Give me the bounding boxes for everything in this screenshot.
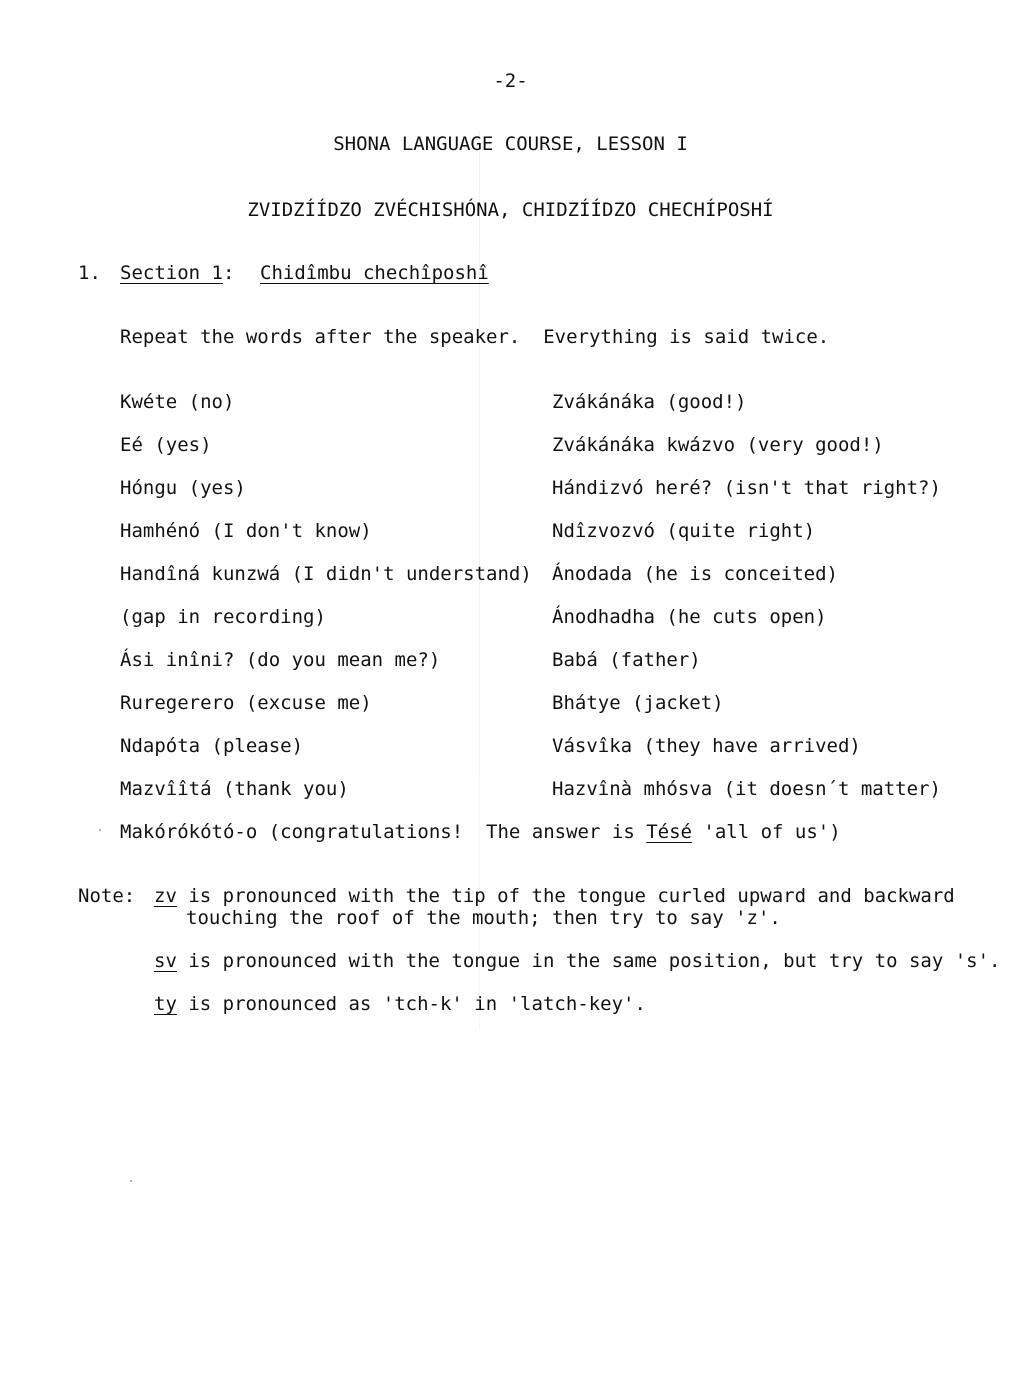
section-name: Chidîmbu chechîposhî [260, 262, 489, 284]
paper-speck [99, 829, 101, 831]
note-item-ty [154, 993, 646, 1015]
note-label: Note: [78, 885, 136, 907]
vocab-item: Kwéte (no) [120, 391, 235, 413]
paper-speck [130, 1180, 132, 1182]
vocab-item: Ánodhadha (he cuts open) [552, 606, 827, 628]
note-term: ty [154, 993, 177, 1015]
instruction-text: Repeat the words after the speaker. Everything is said twice. [120, 326, 830, 348]
vocab-item: Bhátye (jacket) [552, 692, 724, 714]
note-item-zv [154, 885, 955, 907]
page-title: SHONA LANGUAGE COURSE, LESSON I [333, 133, 688, 155]
vocab-item: Ndîzvozvó (quite right) [552, 520, 816, 542]
vocab-item: Eé (yes) [120, 434, 212, 456]
note-term: sv [154, 950, 177, 972]
vocab-item: Mazvîîtá (thank you) [120, 778, 349, 800]
page-number: -2- [493, 70, 528, 92]
vocab-item: Ánodada (he is conceited) [552, 563, 838, 585]
section-heading [120, 262, 234, 284]
note-text: is pronounced with the tip of the tongue curled upward and backward [176, 885, 955, 907]
vocab-item: Babá (father) [552, 649, 701, 671]
vocab-item: (gap in recording) [120, 606, 326, 628]
page-subtitle: ZVIDZÍÍDZO ZVÉCHISHÓNA, CHIDZÍÍDZO CHECHÍPOSHÍ [247, 199, 774, 221]
note-term: zv [154, 885, 177, 907]
section-label: Section 1 [120, 262, 223, 284]
note-text: is pronounced as 'tch-k' in 'latch-key'. [176, 993, 646, 1015]
vocab-item: Hazvînà mhósva (it doesn´t matter) [552, 778, 941, 800]
answer-gloss: 'all of us') [691, 821, 841, 843]
vocab-item: Ási inîni? (do you mean me?) [120, 649, 441, 671]
congratulations-line [120, 821, 841, 843]
vocab-item: Hándizvó heré? (isn't that right?) [552, 477, 941, 499]
vocab-item: Vásvîka (they have arrived) [552, 735, 861, 757]
section-number: 1. [78, 262, 101, 284]
answer-word: Tésé [646, 821, 692, 843]
vocab-item: Handîná kunzwá (I didn't understand) [120, 563, 532, 585]
section-colon: : [222, 262, 235, 284]
congratulations-text: Makórókótó-o (congratulations! The answer is [120, 821, 647, 843]
vocab-item: Zvákánáka kwázvo (very good!) [552, 434, 884, 456]
note-text: is pronounced with the tongue in the same position, but try to say 's'. [176, 950, 1001, 972]
vocab-item: Hóngu (yes) [120, 477, 246, 499]
note-item-zv-continued: touching the roof of the mouth; then try to say 'z'. [186, 907, 781, 929]
vocab-item: Ndapóta (please) [120, 735, 304, 757]
note-item-sv [154, 950, 1001, 972]
vocab-item: Zvákánáka (good!) [552, 391, 747, 413]
vocab-item: Ruregerero (excuse me) [120, 692, 372, 714]
vocab-item: Hamhénó (I don't know) [120, 520, 372, 542]
